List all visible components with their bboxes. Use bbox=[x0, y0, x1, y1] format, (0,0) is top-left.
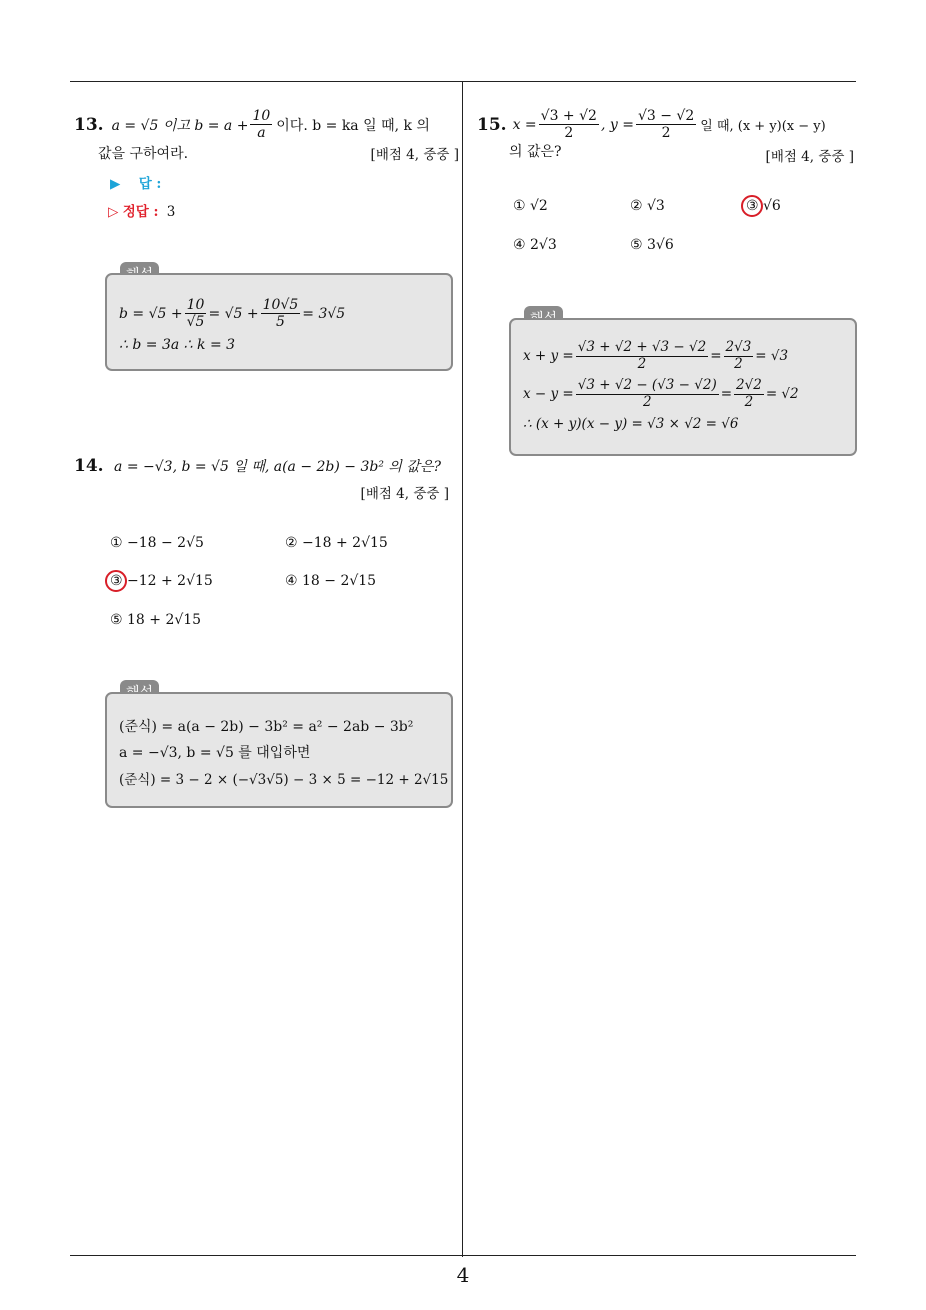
fraction bbox=[724, 340, 754, 372]
solution-box bbox=[509, 318, 857, 456]
fraction-numerator: 10√5 bbox=[262, 297, 299, 313]
question-text: a = −√3, b = √5 일 때, a(a − 2b) − 3b² 의 값은? bbox=[114, 459, 441, 475]
answer-row bbox=[110, 172, 161, 192]
fraction-numerator: 10 bbox=[186, 297, 205, 313]
choice-3[interactable]: ③ −12 + 2√15 bbox=[110, 573, 213, 589]
question-15 bbox=[477, 108, 862, 165]
outline-arrow-icon: ▷ bbox=[108, 204, 119, 220]
choice-5[interactable]: ⑤ 18 + 2√15 bbox=[110, 612, 202, 628]
solution-text: = bbox=[710, 348, 722, 365]
fraction-denominator: 5 bbox=[276, 314, 285, 331]
choice-2[interactable]: ② −18 + 2√15 bbox=[285, 535, 388, 551]
fraction bbox=[734, 378, 764, 410]
solution-text: ∴ (x + y)(x − y) = √3 × √2 = √6 bbox=[523, 416, 739, 432]
answer-label: 답 : bbox=[138, 176, 162, 192]
question-14 bbox=[74, 456, 459, 502]
bottom-rule bbox=[70, 1255, 856, 1256]
solution-box bbox=[105, 692, 453, 808]
solution-text: a = −√3, b = √5 를 대입하면 bbox=[119, 745, 311, 761]
column-divider bbox=[462, 81, 463, 1257]
fraction-numerator: 10 bbox=[252, 108, 271, 124]
fraction-denominator: 2 bbox=[734, 355, 743, 372]
question-text: 의 값은? bbox=[509, 144, 562, 161]
score-meta: [배점 4, 중중 ] bbox=[765, 149, 854, 166]
choice-3[interactable]: ③ √6 bbox=[746, 198, 781, 214]
solution-text: = √5 + bbox=[208, 305, 259, 322]
question-text: 일 때, (x + y)(x − y) bbox=[700, 119, 826, 135]
correct-answer-row bbox=[108, 200, 175, 220]
fraction-denominator: 2 bbox=[564, 125, 574, 142]
correct-label: 정답 : bbox=[122, 204, 159, 220]
fraction-denominator: 2 bbox=[744, 393, 754, 410]
correct-value: 3 bbox=[166, 204, 176, 220]
score-meta: [배점 4, 중중 ] bbox=[360, 486, 449, 502]
fraction bbox=[539, 108, 599, 141]
fraction-denominator: 2 bbox=[642, 393, 652, 410]
fraction-denominator: 2 bbox=[637, 355, 647, 372]
fraction-numerator: √3 − √2 bbox=[637, 108, 695, 124]
solution-text: (준식) = a(a − 2b) − 3b² = a² − 2ab − 3b² bbox=[119, 719, 414, 735]
choice-1[interactable]: ① √2 bbox=[513, 198, 548, 214]
solution-text: b = √5 + bbox=[119, 305, 183, 322]
question-text: , y = bbox=[600, 116, 634, 133]
page-number: 4 bbox=[456, 1263, 470, 1287]
solution-text: ∴ b = 3a ∴ k = 3 bbox=[119, 337, 236, 353]
solution-text: = bbox=[720, 386, 733, 403]
fraction-numerator: √3 + √2 − (√3 − √2) bbox=[577, 377, 717, 393]
choice-4[interactable]: ④ 18 − 2√15 bbox=[285, 573, 377, 589]
choice-4[interactable]: ④ 2√3 bbox=[513, 237, 557, 253]
solution-text: = √3 bbox=[755, 348, 789, 365]
question-text: x = bbox=[512, 116, 537, 133]
fraction-numerator: 2√2 bbox=[736, 377, 762, 393]
solution-text: (준식) = 3 − 2 × (−√3√5) − 3 × 5 = −12 + 2√15 bbox=[119, 772, 449, 788]
question-13 bbox=[74, 108, 459, 163]
fraction-numerator: 2√3 bbox=[725, 339, 752, 355]
solution-text: = √2 bbox=[765, 386, 799, 403]
fraction-numerator: √3 + √2 + √3 − √2 bbox=[577, 339, 707, 355]
fraction bbox=[576, 378, 719, 410]
top-rule bbox=[70, 81, 856, 82]
choice-2[interactable]: ② √3 bbox=[630, 198, 665, 214]
play-icon: ▶ bbox=[110, 176, 121, 192]
fraction bbox=[261, 297, 301, 330]
fraction-denominator: a bbox=[257, 125, 266, 142]
fraction-denominator: √5 bbox=[186, 314, 205, 331]
fraction bbox=[250, 108, 272, 141]
choice-5[interactable]: ⑤ 3√6 bbox=[630, 237, 674, 253]
question-text: 이다. b = ka 일 때, k 의 bbox=[276, 117, 430, 134]
fraction bbox=[185, 297, 207, 330]
question-text: a = √5 이고 b = a + bbox=[111, 117, 249, 134]
fraction bbox=[576, 340, 708, 372]
solution-text: x − y = bbox=[523, 386, 574, 403]
question-number: 13. bbox=[74, 114, 104, 135]
solution-text: = 3√5 bbox=[302, 305, 346, 322]
question-number: 15. bbox=[477, 114, 507, 135]
fraction bbox=[636, 108, 696, 141]
question-text: 값을 구하여라. bbox=[98, 146, 189, 163]
fraction-numerator: √3 + √2 bbox=[540, 108, 597, 124]
question-number: 14. bbox=[74, 456, 104, 476]
score-meta: [배점 4, 중중 ] bbox=[370, 147, 459, 164]
fraction-denominator: 2 bbox=[661, 125, 671, 142]
solution-text: x + y = bbox=[523, 348, 574, 365]
solution-box bbox=[105, 273, 453, 371]
choice-1[interactable]: ① −18 − 2√5 bbox=[110, 535, 204, 551]
